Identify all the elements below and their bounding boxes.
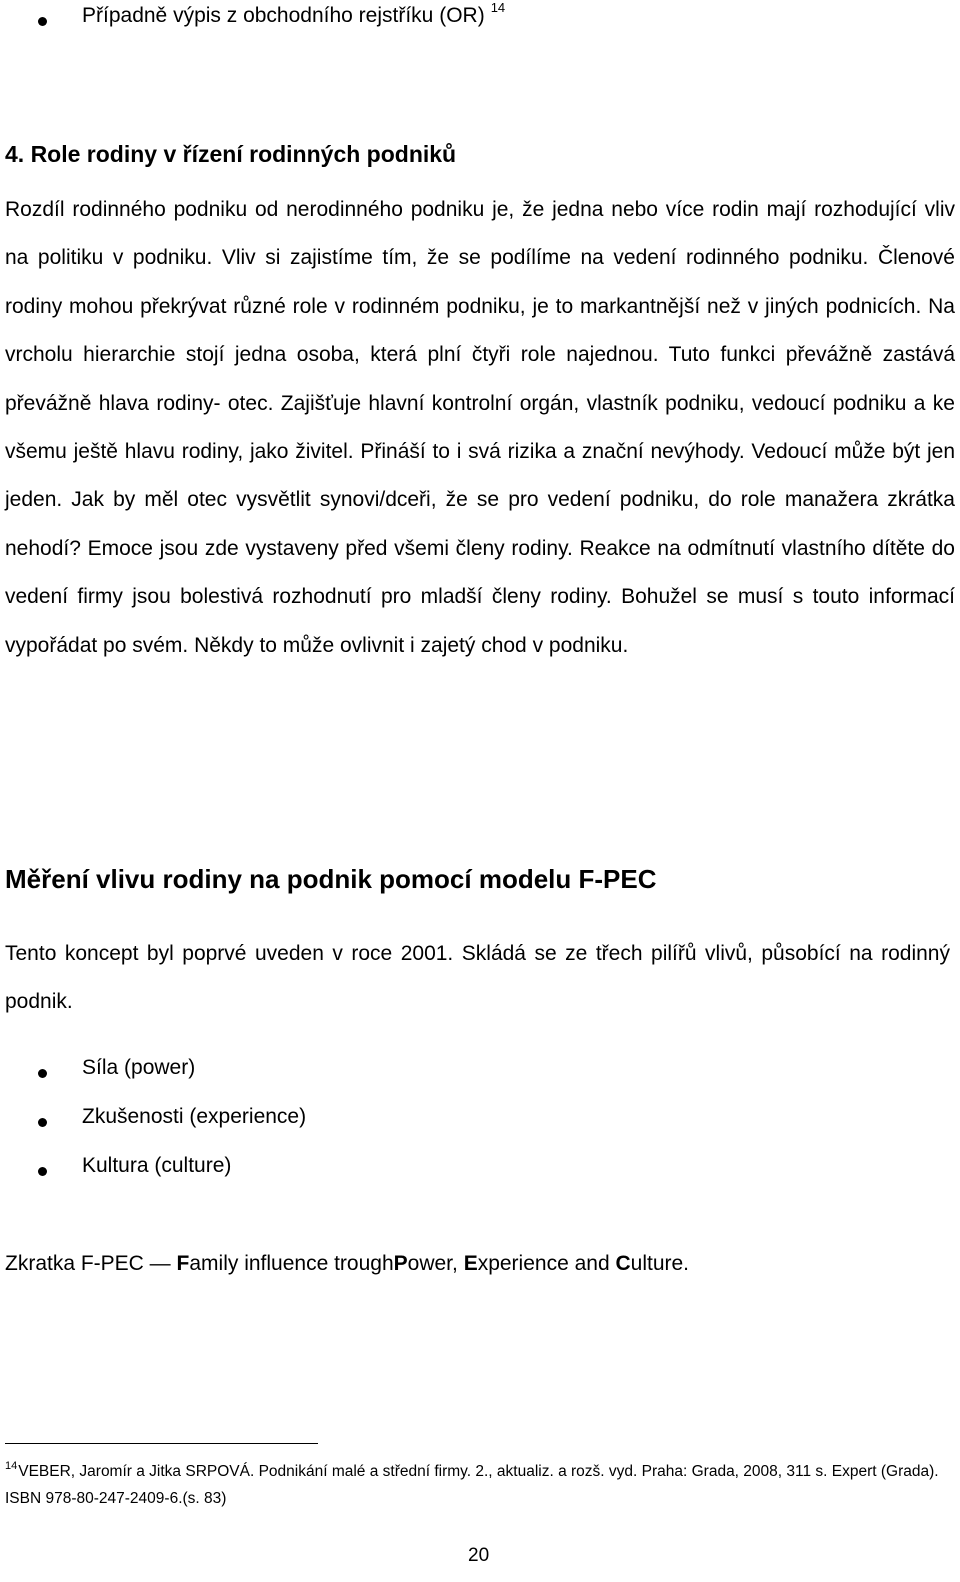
footnote-number: 14 — [5, 1460, 18, 1472]
bullet-text: Síla (power) — [82, 1056, 196, 1079]
footnote-text: VEBER, Jaromír a Jitka SRPOVÁ. Podnikání malé a střední firmy. 2., aktualiz. a rozš. vyd. Praha: Grada, 2008, 311 s. Expert (Grada). ISBN 978-80-247-2409-6.(s. 83) — [5, 1463, 939, 1507]
footnote-reference: 14 — [490, 0, 506, 15]
section-heading: 4. Role rodiny v řízení rodinných podniků — [5, 141, 457, 167]
abbreviation-line: Zkratka F-PEC — Family influence troughPower, Experience and Culture. — [5, 1252, 690, 1275]
bullet-text: Kultura (culture) — [82, 1154, 232, 1177]
bullet-text: Případně výpis z obchodního rejstříku (OR) $^{14}$ — [82, 0, 506, 27]
page-number: 20 — [468, 1545, 490, 1566]
bullet-icon — [38, 1118, 47, 1127]
subsection-heading: Měření vlivu rodiny na podnik pomocí modelu F-PEC — [5, 864, 657, 894]
paragraph-family-roles: Rozdíl rodinného podniku od nerodinného podniku je, že jedna nebo více rodin mají rozhodující vliv na politiku v podniku. Vliv si zajistíme tím, že se podílíme na vedení rodinného podniku. Členové rodiny mohou překrývat různé role v rodinném podniku, je to markantnější než v jiných podnicích. Na vrcholu hierarchie stojí jedna osoba, která plní čtyři role najednou. Tuto funkci převážně zastává převážně hlava rodiny- otec. Zajišťuje hlavní kontrolní orgán, vlastník podniku, vedoucí podniku a ke všemu ještě hlavu rodiny, jako živitel. Přináší to i svá rizika a znační nevýhody. Vedoucí může být jen jeden. Jak by měl otec vysvětlit synovi/dceři, že se pro vedení podniku, do role manažera zkrátka nehodí? Emoce jsou zde vystaveny před všemi členy rodiny. Reakce na odmítnutí vlastního dítěte do vedení firmy jsou bolestivá rozhodnutí pro mladší členy rodiny. Bohužel se musí s touto informací vypořádat po svém. Někdy to může ovlivnit i zajetý chod v podniku. — [5, 198, 955, 657]
footnote — [5, 1459, 940, 1512]
bullet-icon — [38, 17, 47, 26]
footnote-separator — [5, 1443, 318, 1444]
paragraph-fpec-intro: Tento koncept byl poprvé uveden v roce 2001. Skládá se ze třech pilířů vlivů, působící na rodinný podnik. — [5, 942, 950, 1014]
bullet-icon — [38, 1167, 47, 1176]
bullet-text: Zkušenosti (experience) — [82, 1105, 307, 1128]
bullet-icon — [38, 1069, 47, 1078]
